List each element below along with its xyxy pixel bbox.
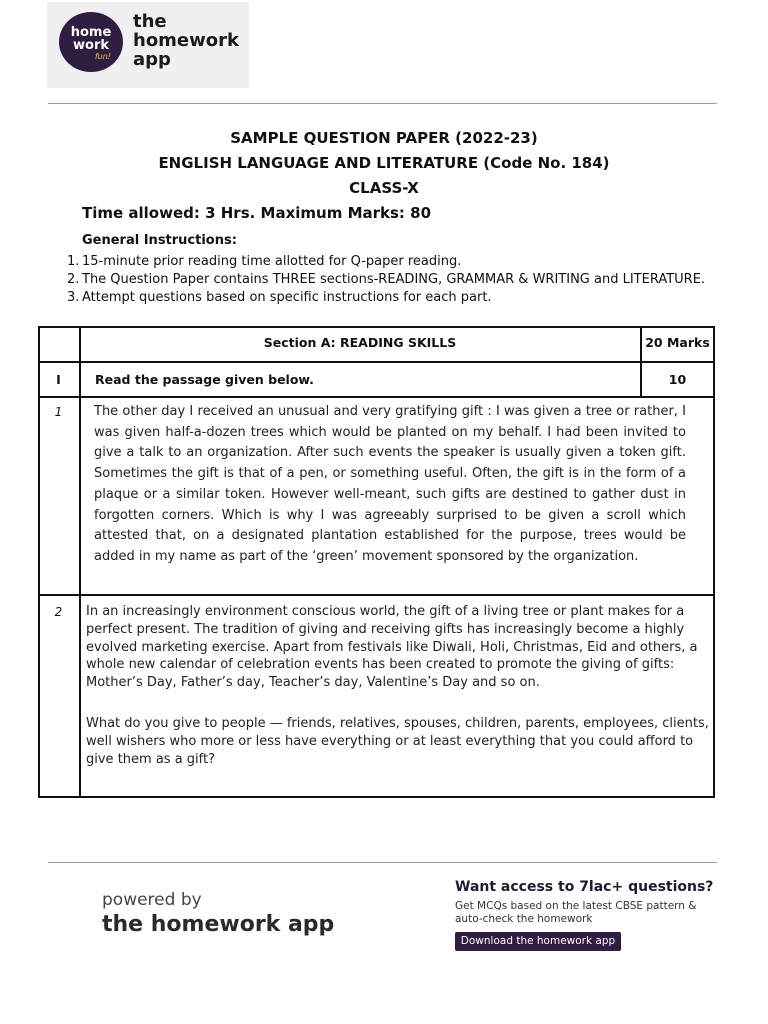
instructions-heading: General Instructions: — [82, 233, 237, 248]
powered-by-app-name: the homework app — [102, 912, 335, 937]
download-app-button[interactable]: Download the homework app — [455, 932, 621, 951]
table-row-divider — [38, 361, 715, 363]
instructions-list — [67, 253, 706, 307]
instruction-number: 1. — [67, 254, 80, 269]
brand-header — [47, 2, 249, 88]
brand-name — [133, 12, 239, 69]
instruction-text: 15-minute prior reading time allotted for Q-paper reading. — [82, 254, 462, 269]
logo-text-home: home — [70, 25, 112, 40]
table-border-top — [38, 326, 715, 328]
cta-subtitle: Get MCQs based on the latest CBSE pattern & auto-check the homework — [455, 900, 697, 925]
instruction-number: 2. — [67, 272, 80, 287]
paper-class: CLASS-X — [349, 179, 419, 197]
homework-logo[interactable] — [59, 12, 123, 72]
paper-title: SAMPLE QUESTION PAPER (2022-23) — [230, 129, 538, 147]
instruction-item — [67, 253, 705, 271]
top-divider — [48, 103, 717, 104]
passage-paragraph-2-question: What do you give to people — friends, relatives, spouses, children, parents, employees, clients, well wishers who more or less have everything or at least everything that you could afford to give them as a gift? — [86, 716, 709, 767]
powered-by-label: powered by — [102, 890, 202, 910]
question-marks: 10 — [668, 372, 687, 387]
brand-name-line2: homework — [133, 30, 239, 51]
table-border-bottom — [38, 796, 715, 798]
question-table — [38, 326, 715, 798]
brand-name-line3: app — [133, 49, 171, 70]
paragraph-number: 2 — [54, 605, 63, 619]
section-title: Section A: READING SKILLS — [263, 335, 457, 350]
instruction-item — [67, 271, 706, 289]
logo-tag: fun! — [94, 52, 111, 61]
time-and-marks: Time allowed: 3 Hrs. Maximum Marks: 80 — [82, 204, 432, 222]
instruction-item — [67, 289, 705, 307]
bottom-divider — [48, 862, 717, 863]
question-number: I — [56, 372, 61, 387]
paragraph-number: 1 — [54, 405, 63, 419]
logo-text-work: work — [73, 38, 109, 53]
brand-name-line1: the — [133, 11, 167, 32]
table-row-divider — [38, 396, 715, 398]
passage-paragraph-2: In an increasingly environment conscious world, the gift of a living tree or plant makes for a perfect present. The tradition of giving and receiving gifts has increasingly become a highly evolved marketing exercise. Apart from festivals like Diwali, Holi, Christmas, Eid and others, a whole new calendar of celebration events has been created to promote the giving of gifts: Mother’s Day, Father’s day, Teacher’s day, Valentine’s Day and so on. — [86, 604, 698, 691]
question-instruction: Read the passage given below. — [95, 372, 314, 387]
instruction-text: The Question Paper contains THREE sections-READING, GRAMMAR & WRITING and LITERATURE. — [82, 272, 706, 287]
instruction-number: 3. — [67, 290, 80, 305]
section-marks: 20 Marks — [645, 335, 710, 350]
paper-subject: ENGLISH LANGUAGE AND LITERATURE (Code No. 184) — [158, 154, 610, 172]
cta-title: Want access to 7lac+ questions? — [455, 879, 714, 895]
table-row-divider — [38, 594, 715, 596]
passage-paragraph-1: The other day I received an unusual and very gratifying gift : I was given a tree or rather, I was given half-a-dozen trees which would be planted on my behalf. I had been invited to give a talk to an organization. After such events the speaker is usually given a token gift. Sometimes the gift is that of a pen, or something useful. Often, the gift is in the form of a plaque or a similar token. However well-meant, such gifts are destined to gather dust in forgotten corners. Which is why I was agreeably surprised to be given a scroll which attested that, on a designated plantation established for the purpose, trees would be added in my name as part of the ‘green’ movement sponsored by the organization. — [94, 404, 686, 564]
instruction-text: Attempt questions based on specific instructions for each part. — [82, 290, 492, 305]
